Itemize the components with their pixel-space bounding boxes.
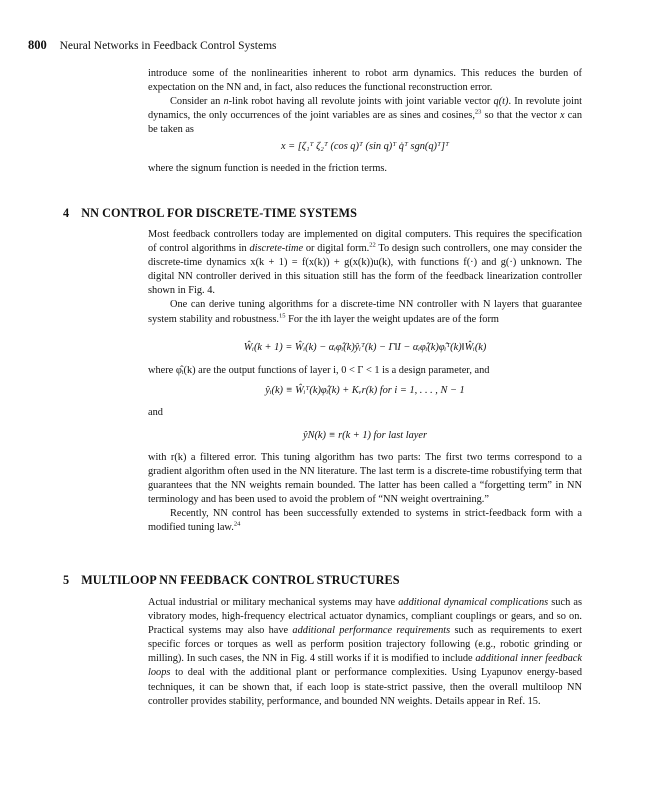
section-4-number: 4 [63,206,70,220]
page-number: 800 [28,38,47,52]
intro-block [148,67,582,137]
section-4-paragraph-4: with r(k) a filtered error. This tuning algorithm has two parts: The first two terms correspond to a gradient algorithm often used in the NN literature. The last term is a discrete-time robustifying term that guarantees that the NN weights remain bounded. The latter has been called a “forgetting term” in NN terminology and has been used to avoid the problem of “NN weight overtraining.” [148,452,582,506]
section-5-paragraph: Actual industrial or military mechanical systems may have additional dynamical complications such as vibratory modes, high-frequency electrical actuator dynamics, compliant couplings or gears, and so on. Practical systems may also have additional performance requirements such as requirements to exert specific forces or torques as well as perform position trajectory following (e.g., robotic grinding or milling). In such cases, the NN in Fig. 4 still works if it is modified to include additional inner feedback loops to deal with the additional plant or performance complexities. Using Lyapunov energy-based techniques, it can be shown that, if each loop is state-strict passive, then the overall multiloop NN controller provides stability, performance, and bounded NN weights. Details appear in Ref. 15. [148,597,582,707]
section-4-paragraph-1: Most feedback controllers today are implemented on digital computers. This requires the specification of control algorithms in discrete-time or digital form.$^{22}$ To design such controllers, one may consider the discrete-time dynamics x(k + 1) = f(x(k)) + g(x(k))u(k), with functions f(·) and g(·) unknown. The digital NN controller derived in this situation still has the form of the feedback linearization controller shown in Fig. 4. [148,229,582,297]
section-5-heading [63,573,400,588]
output-functions-text [148,364,582,378]
running-header [28,38,277,53]
output-functions-sentence: where φ̂ᵢ(k) are the output functions of layer i, 0 < Γ < 1 is a design parameter, and [148,365,490,376]
section-4-body-continued [148,451,582,536]
citation-22: 22 [369,241,376,249]
running-title: Neural Networks in Feedback Control Systems [59,40,277,52]
intro-paragraph-2: Consider an n-link robot having all revolute joints with joint variable vector q(t). In revolute joint dynamics, the only occurrences of the joint variables are as sines and cosines,$^{23}$ so that the vector x can be taken as [148,96,582,136]
citation-23: 23 [474,108,482,116]
citation-15: 15 [279,312,286,320]
after-equation-text [148,162,582,176]
section-4-title: NN CONTROL FOR DISCRETE-TIME SYSTEMS [81,206,358,220]
citation-24: 24 [233,521,241,529]
section-4-body [148,228,582,327]
section-5-number: 5 [63,573,70,587]
equation-last-layer: ŷN(k) ≡ r(k + 1) for last layer [303,430,427,441]
section-5-title: MULTILOOP NN FEEDBACK CONTROL STRUCTURES [81,573,400,587]
and-connector: and [148,407,163,418]
section-4-paragraph-5: Recently, NN control has been successfully extended to systems in strict-feedback form with a modified tuning law.$^{24}$ [148,508,582,534]
section-4-paragraph-2: One can derive tuning algorithms for a discrete-time NN controller with N layers that guarantee system stability and robustness.$^{15}$ For the ith layer the weight updates are of the form [148,299,582,325]
section-5-body [148,596,582,709]
equation-weight-update: Ŵᵢ(k + 1) = Ŵᵢ(k) − αᵢφ̂ᵢ(k)ŷᵢᵀ(k) − Γ‖I − αᵢφ̂ᵢ(k)φ̂ᵢᵀ(k)‖Ŵᵢ(k) [243,342,487,353]
equation-layer-output: ŷᵢ(k) ≡ Ŵᵢᵀ(k)φ̂ᵢ(k) + Kᵥr(k) for i = 1, . . . , N − 1 [265,385,465,396]
equation-x-vector: x = [ζ₁ᵀ ζ₂ᵀ (cos q)ᵀ (sin q)ᵀ q̇ᵀ sgn(q)ᵀ]ᵀ [280,141,449,152]
section-4-heading [63,206,357,221]
signum-note: where the signum function is needed in the friction terms. [148,163,387,174]
intro-paragraph-1: introduce some of the nonlinearities inherent to robot arm dynamics. This reduces the burden of expectation on the NN and, in fact, also reduces the functional reconstruction error. [148,68,582,94]
